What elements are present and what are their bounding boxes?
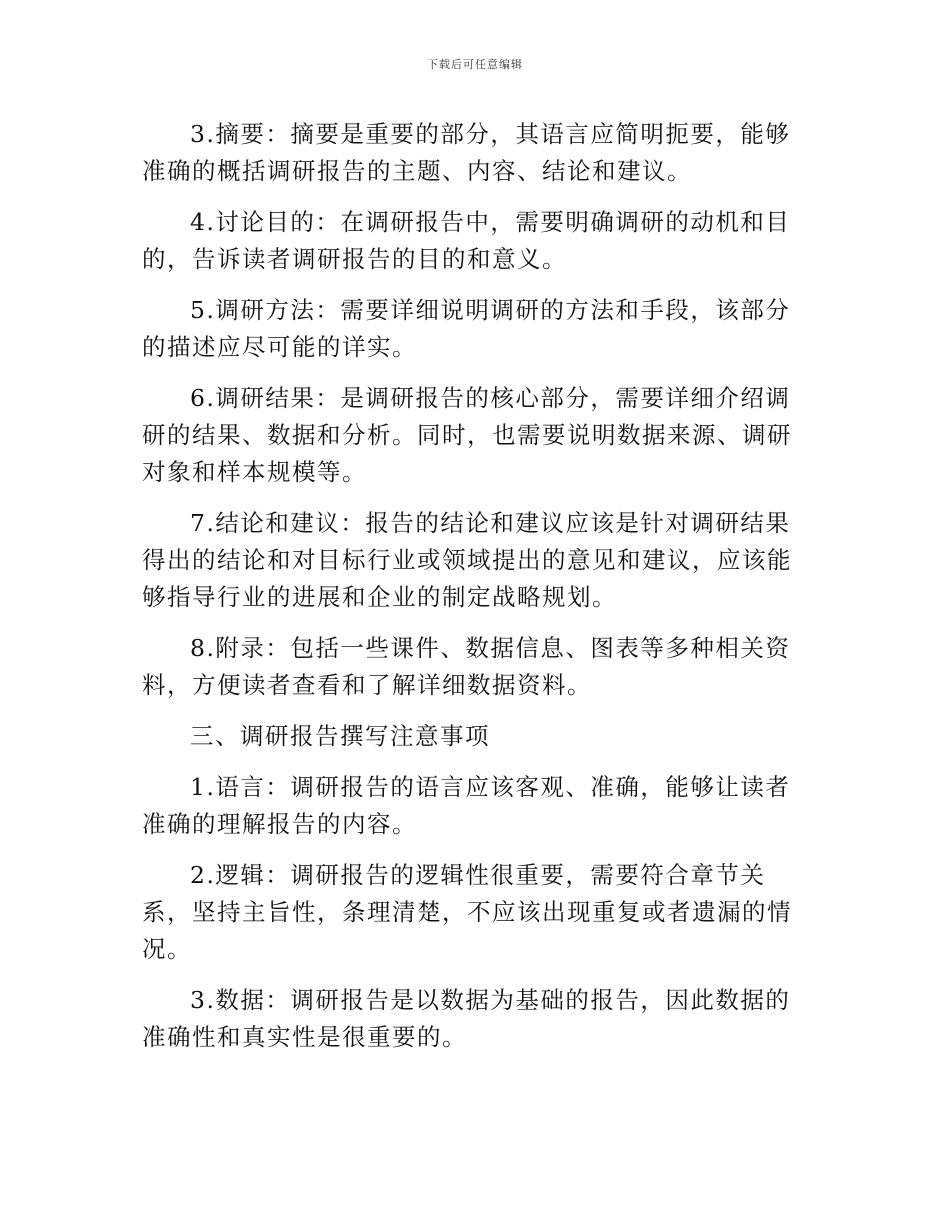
section-heading: 三、调研报告撰写注意事项 (190, 722, 490, 750)
paragraph-logic: 2.逻辑：调研报告的逻辑性很重要，需要符合章节关系，坚持主旨性，条理清楚，不应该出现重复或者遗漏的情况。 (142, 861, 792, 963)
paragraph-method: 5.调研方法：需要详细说明调研的方法和手段，该部分的描述应尽可能的详实。 (142, 296, 791, 361)
paragraph-purpose: 4.讨论目的：在调研报告中，需要明确调研的动机和目的，告诉读者调研报告的目的和意义。 (142, 208, 791, 273)
page-header: 下载后可任意编辑 (427, 58, 523, 71)
paragraph-results: 6.调研结果：是调研报告的核心部分，需要详细介绍调研的结果、数据和分析。同时，也需要说明数据来源、调研对象和样本规模等。 (142, 384, 792, 486)
paragraph-appendix: 8.附录：包括一些课件、数据信息、图表等多种相关资料，方便读者查看和了解详细数据资料。 (142, 634, 791, 699)
paragraph-data: 3.数据：调研报告是以数据为基础的报告，因此数据的准确性和真实性是很重要的。 (142, 986, 791, 1051)
paragraph-conclusions: 7.结论和建议：报告的结论和建议应该是针对调研结果得出的结论和对目标行业或领域提出的意见和建议，应该能够指导行业的进展和企业的制定战略规划。 (142, 509, 792, 611)
paragraph-language: 1.语言：调研报告的语言应该客观、准确，能够让读者准确的理解报告的内容。 (142, 773, 791, 838)
document-body (142, 116, 812, 1070)
paragraph-abstract: 3.摘要：摘要是重要的部分，其语言应简明扼要，能够准确的概括调研报告的主题、内容、结论和建议。 (142, 120, 791, 185)
